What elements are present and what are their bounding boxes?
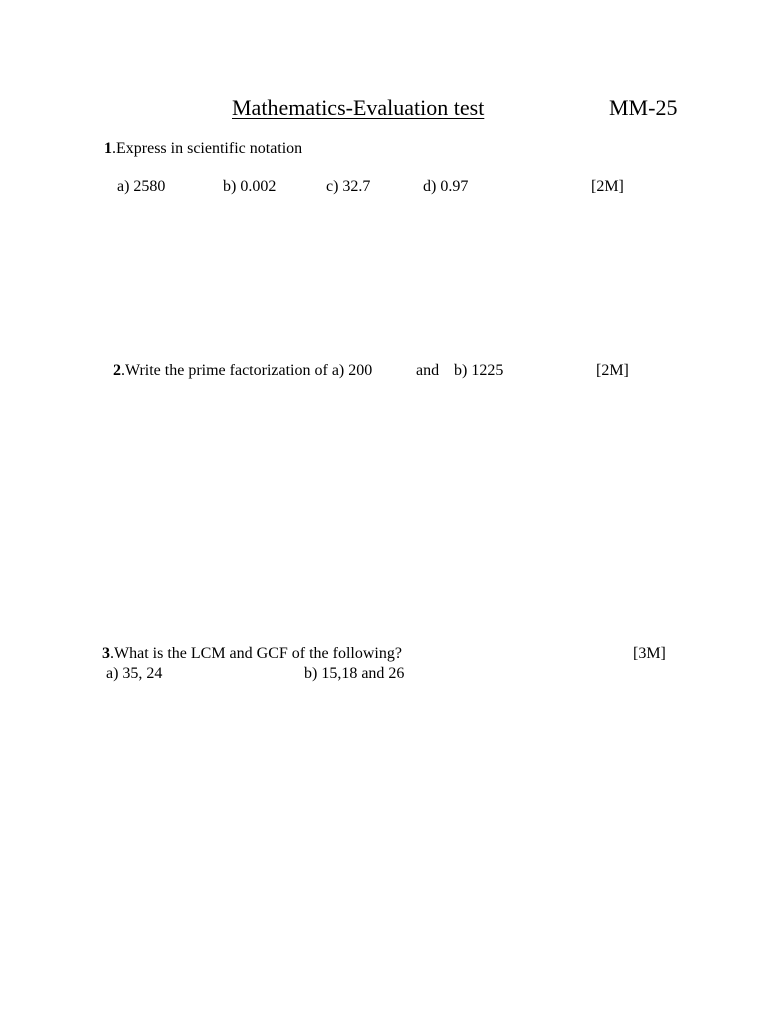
question-2-text: .Write the prime factorization of a) 200 — [121, 362, 373, 379]
question-3-number: 3 — [102, 645, 110, 662]
question-1-option-d: d) 0.97 — [423, 178, 469, 195]
question-2-number: 2 — [113, 362, 121, 379]
question-3-marks: [3M] — [633, 645, 666, 662]
question-1 — [104, 141, 302, 157]
question-3-text: .What is the LCM and GCF of the following? — [110, 645, 402, 662]
question-1-option-a: a) 2580 — [117, 178, 166, 195]
question-2-joiner: and — [416, 362, 440, 379]
page-title: Mathematics-Evaluation test — [232, 95, 485, 120]
question-1-number: 1 — [104, 140, 112, 157]
question-1-option-b: b) 0.002 — [223, 178, 277, 195]
max-marks: MM-25 — [609, 95, 678, 120]
question-2-part-b: b) 1225 — [454, 362, 504, 379]
question-2 — [113, 363, 372, 379]
question-3 — [102, 646, 402, 662]
question-3-option-a: a) 35, 24 — [106, 665, 163, 682]
question-3-option-b: b) 15,18 and 26 — [304, 665, 405, 682]
question-2-marks: [2M] — [596, 362, 629, 379]
question-1-option-c: c) 32.7 — [326, 178, 371, 195]
question-1-text: .Express in scientific notation — [112, 140, 303, 157]
question-1-marks: [2M] — [591, 178, 624, 195]
